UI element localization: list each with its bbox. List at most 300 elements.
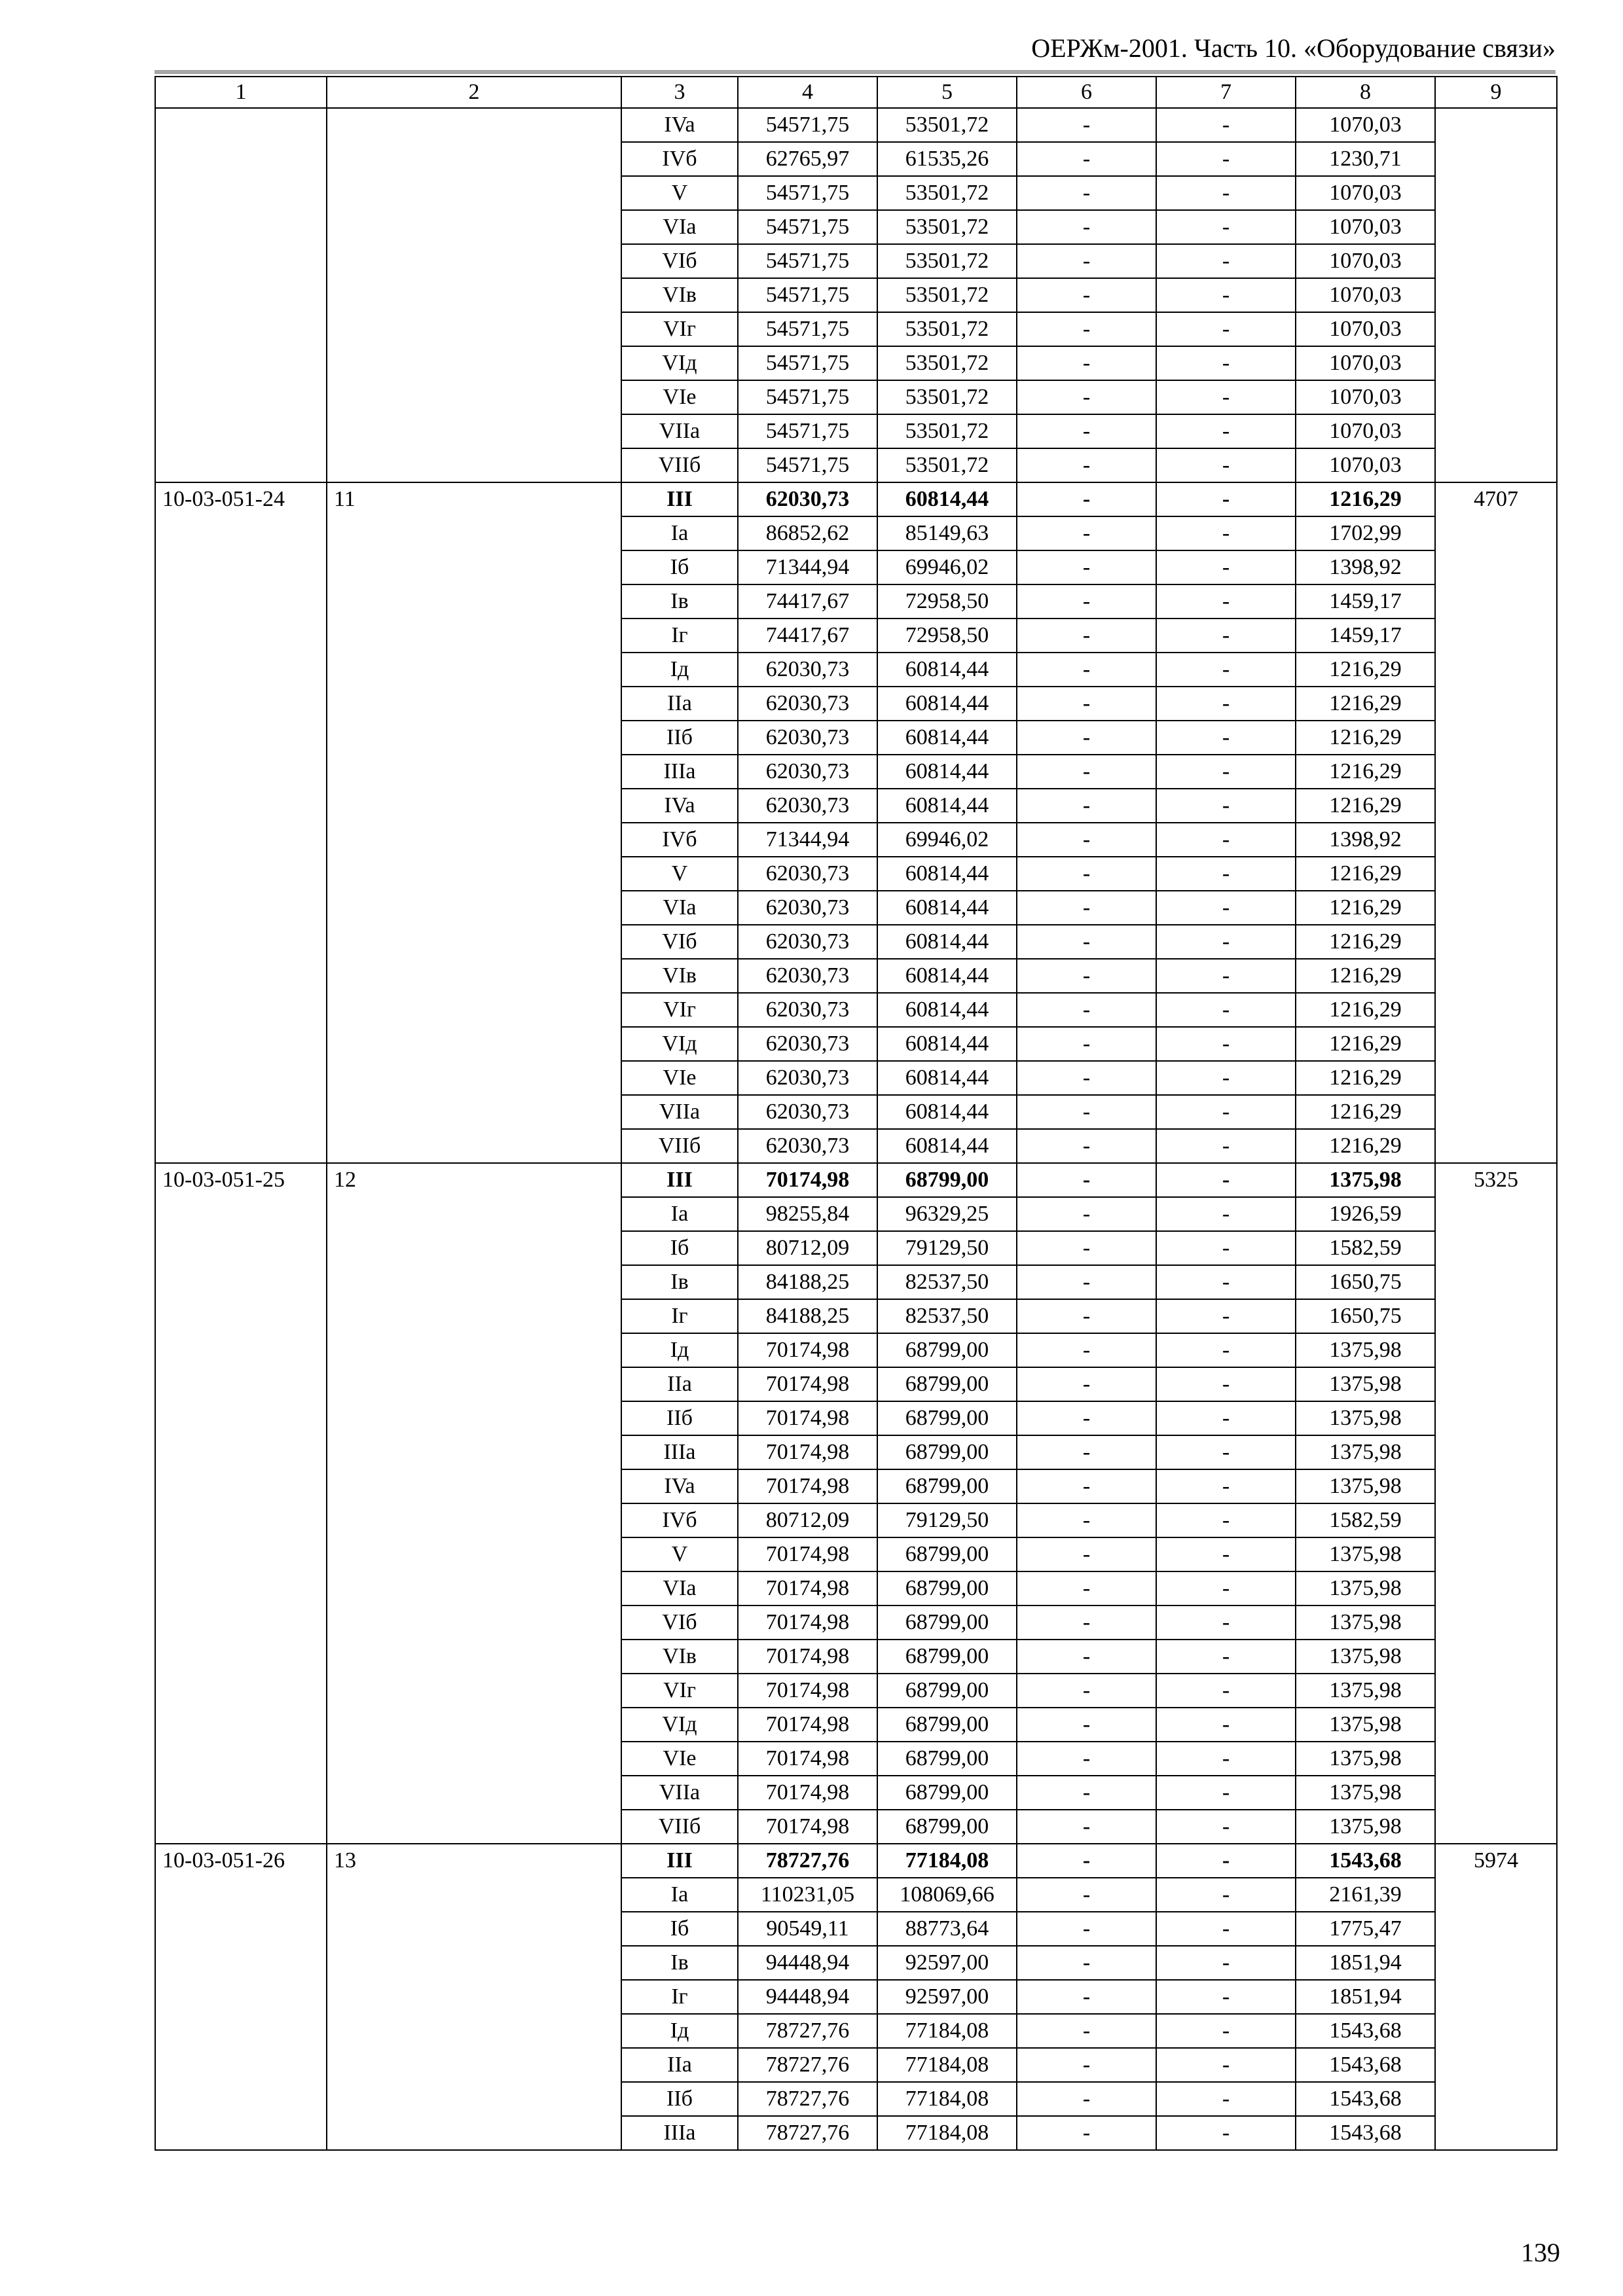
value-cell-v4: 62030,73 [738,482,877,516]
value-cell-v5: 53501,72 [877,176,1017,210]
value-cell-v7: - [1156,414,1296,448]
value-cell-v6: - [1017,1844,1156,1878]
value-cell-v7: - [1156,687,1296,721]
value-cell-v4: 70174,98 [738,1708,877,1742]
value-cell-v6: - [1017,1708,1156,1742]
value-cell-v8: 1375,98 [1296,1674,1435,1708]
value-cell-v7: - [1156,891,1296,925]
value-cell-v5: 60814,44 [877,755,1017,789]
zone-cell: IIa [621,2048,738,2082]
value-cell-v8: 1398,92 [1296,823,1435,857]
value-cell-v6: - [1017,2048,1156,2082]
value-cell-v7: - [1156,2082,1296,2116]
value-cell-v8: 1375,98 [1296,1708,1435,1742]
value-cell-v5: 53501,72 [877,108,1017,142]
zone-cell: VIе [621,1061,738,1095]
value-cell-v7: - [1156,993,1296,1027]
value-cell-v5: 60814,44 [877,993,1017,1027]
zone-cell: V [621,176,738,210]
value-cell-v8: 1650,75 [1296,1265,1435,1299]
value-cell-v8: 1375,98 [1296,1571,1435,1605]
value-cell-v5: 60814,44 [877,721,1017,755]
value-cell-v6: - [1017,1401,1156,1435]
value-cell-v8: 1851,94 [1296,1980,1435,2014]
zone-cell: VIб [621,1605,738,1640]
value-cell-v7: - [1156,619,1296,653]
value-cell-v6: - [1017,380,1156,414]
value-cell-v6: - [1017,414,1156,448]
zone-cell: IIб [621,721,738,755]
value-cell-v5: 68799,00 [877,1776,1017,1810]
value-cell-v6: - [1017,2082,1156,2116]
value-cell-v8: 1459,17 [1296,619,1435,653]
value-cell-v8: 1851,94 [1296,1946,1435,1980]
zone-cell: VIIa [621,1776,738,1810]
value-cell-v4: 90549,11 [738,1912,877,1946]
value-cell-v7: - [1156,1640,1296,1674]
value-cell-v6: - [1017,244,1156,278]
value-cell-v7: - [1156,823,1296,857]
zone-cell: VIд [621,1708,738,1742]
value-cell-v5: 96329,25 [877,1197,1017,1231]
value-cell-v6: - [1017,278,1156,312]
value-cell-v7: - [1156,1674,1296,1708]
zone-cell: IIa [621,687,738,721]
value-cell-v4: 54571,75 [738,244,877,278]
value-cell-v6: - [1017,619,1156,653]
value-cell-v5: 60814,44 [877,959,1017,993]
value-cell-v7: - [1156,1571,1296,1605]
value-cell-v7: - [1156,1367,1296,1401]
table-row [155,1163,1557,1197]
value-cell-v6: - [1017,925,1156,959]
value-cell-v8: 1582,59 [1296,1231,1435,1265]
zone-cell: Iб [621,1231,738,1265]
value-cell-v6: - [1017,1605,1156,1640]
value-cell-v5: 77184,08 [877,2116,1017,2150]
value-cell-v4: 54571,75 [738,278,877,312]
value-cell-v4: 54571,75 [738,414,877,448]
value-cell-v5: 60814,44 [877,482,1017,516]
zone-cell: VIa [621,891,738,925]
value-cell-v5: 88773,64 [877,1912,1017,1946]
value-cell-v8: 1543,68 [1296,2082,1435,2116]
value-cell-v4: 74417,67 [738,584,877,619]
value-cell-v6: - [1017,346,1156,380]
value-cell-v7: - [1156,1946,1296,1980]
value-cell-v4: 80712,09 [738,1503,877,1537]
value-cell-v4: 94448,94 [738,1946,877,1980]
value-cell-v5: 68799,00 [877,1640,1017,1674]
zone-cell: III [621,1844,738,1878]
value-cell-v4: 62030,73 [738,891,877,925]
zone-cell: Iг [621,1299,738,1333]
value-cell-v7: - [1156,1435,1296,1469]
zone-cell: IIIa [621,755,738,789]
zone-cell: VIб [621,925,738,959]
value-cell-v7: - [1156,1197,1296,1231]
value-cell-v5: 53501,72 [877,312,1017,346]
zone-cell: IVб [621,142,738,176]
zone-cell: Iв [621,584,738,619]
value-cell-v4: 70174,98 [738,1333,877,1367]
value-cell-v6: - [1017,1197,1156,1231]
value-cell-v5: 53501,72 [877,414,1017,448]
value-cell-v6: - [1017,1503,1156,1537]
value-cell-v6: - [1017,959,1156,993]
value-cell-v7: - [1156,1776,1296,1810]
value-cell-v4: 54571,75 [738,210,877,244]
value-cell-v6: - [1017,1878,1156,1912]
value-cell-v4: 70174,98 [738,1605,877,1640]
value-cell-v8: 1216,29 [1296,1061,1435,1095]
value-cell-v4: 70174,98 [738,1367,877,1401]
page-number: 139 [1521,2238,1560,2267]
value-cell-v6: - [1017,823,1156,857]
table-row [155,108,1557,142]
zone-cell: VIIб [621,448,738,482]
value-cell-v5: 82537,50 [877,1299,1017,1333]
zone-cell: VIIa [621,1095,738,1129]
value-cell-v6: - [1017,1061,1156,1095]
value-cell-v6: - [1017,1674,1156,1708]
value-cell-v5: 68799,00 [877,1742,1017,1776]
value-cell-v7: - [1156,2116,1296,2150]
value-cell-v7: - [1156,1708,1296,1742]
value-cell-v8: 1375,98 [1296,1640,1435,1674]
value-cell-v6: - [1017,210,1156,244]
value-cell-v5: 92597,00 [877,1980,1017,2014]
zone-cell: IIб [621,1401,738,1435]
value-cell-v4: 54571,75 [738,448,877,482]
value-cell-v6: - [1017,1946,1156,1980]
value-cell-v4: 78727,76 [738,2116,877,2150]
value-cell-v7: - [1156,550,1296,584]
value-cell-v7: - [1156,278,1296,312]
value-cell-v8: 1070,03 [1296,448,1435,482]
value-cell-v8: 1459,17 [1296,584,1435,619]
value-cell-v7: - [1156,925,1296,959]
value-cell-v6: - [1017,789,1156,823]
col9-cell [1435,108,1557,482]
zone-cell: VIIб [621,1129,738,1163]
zone-cell: VIIб [621,1810,738,1844]
value-cell-v4: 84188,25 [738,1265,877,1299]
value-cell-v8: 1375,98 [1296,1776,1435,1810]
value-cell-v7: - [1156,516,1296,550]
value-cell-v8: 1543,68 [1296,1844,1435,1878]
value-cell-v8: 1375,98 [1296,1367,1435,1401]
value-cell-v5: 68799,00 [877,1571,1017,1605]
name-cell: 13 [327,1844,621,2150]
zone-cell: VIб [621,244,738,278]
value-cell-v7: - [1156,1503,1296,1537]
value-cell-v5: 79129,50 [877,1231,1017,1265]
value-cell-v7: - [1156,1129,1296,1163]
value-cell-v4: 70174,98 [738,1571,877,1605]
zone-cell: IVб [621,823,738,857]
value-cell-v7: - [1156,1027,1296,1061]
value-cell-v6: - [1017,2116,1156,2150]
value-cell-v8: 1216,29 [1296,857,1435,891]
value-cell-v8: 1230,71 [1296,142,1435,176]
column-number-cell: 6 [1017,77,1156,108]
zone-cell: VIв [621,959,738,993]
value-cell-v5: 60814,44 [877,925,1017,959]
value-cell-v4: 84188,25 [738,1299,877,1333]
value-cell-v6: - [1017,482,1156,516]
value-cell-v4: 70174,98 [738,1469,877,1503]
value-cell-v7: - [1156,1878,1296,1912]
zone-cell: VIе [621,380,738,414]
column-number-row [155,77,1557,108]
value-cell-v6: - [1017,1571,1156,1605]
value-cell-v5: 68799,00 [877,1674,1017,1708]
zone-cell: Iб [621,550,738,584]
value-cell-v8: 1070,03 [1296,414,1435,448]
zone-cell: Ia [621,1197,738,1231]
value-cell-v4: 54571,75 [738,108,877,142]
value-cell-v6: - [1017,1129,1156,1163]
value-cell-v4: 54571,75 [738,346,877,380]
value-cell-v6: - [1017,1537,1156,1571]
value-cell-v7: - [1156,482,1296,516]
value-cell-v5: 72958,50 [877,584,1017,619]
zone-cell: Iг [621,619,738,653]
col9-cell: 5974 [1435,1844,1557,2150]
col9-cell: 5325 [1435,1163,1557,1844]
value-cell-v6: - [1017,176,1156,210]
value-cell-v8: 1375,98 [1296,1605,1435,1640]
value-cell-v6: - [1017,1810,1156,1844]
column-number-cell: 3 [621,77,738,108]
value-cell-v4: 70174,98 [738,1776,877,1810]
zone-cell: VIд [621,1027,738,1061]
value-cell-v5: 68799,00 [877,1708,1017,1742]
value-cell-v6: - [1017,516,1156,550]
zone-cell: IIIa [621,1435,738,1469]
zone-cell: VIIa [621,414,738,448]
value-cell-v4: 80712,09 [738,1231,877,1265]
value-cell-v7: - [1156,210,1296,244]
value-cell-v5: 79129,50 [877,1503,1017,1537]
running-header: ОЕРЖм-2001. Часть 10. «Оборудование связи» [155,34,1556,73]
value-cell-v8: 1216,29 [1296,687,1435,721]
name-cell: 11 [327,482,621,1163]
value-cell-v5: 77184,08 [877,2048,1017,2082]
value-cell-v7: - [1156,584,1296,619]
value-cell-v7: - [1156,142,1296,176]
value-cell-v6: - [1017,1742,1156,1776]
value-cell-v6: - [1017,687,1156,721]
code-cell: 10-03-051-24 [155,482,327,1163]
value-cell-v4: 70174,98 [738,1401,877,1435]
value-cell-v8: 1543,68 [1296,2116,1435,2150]
column-number-cell: 1 [155,77,327,108]
value-cell-v4: 62030,73 [738,959,877,993]
value-cell-v5: 53501,72 [877,244,1017,278]
value-cell-v6: - [1017,2014,1156,2048]
value-cell-v4: 86852,62 [738,516,877,550]
zone-cell: IVa [621,1469,738,1503]
value-cell-v4: 70174,98 [738,1163,877,1197]
value-cell-v7: - [1156,176,1296,210]
value-cell-v4: 62030,73 [738,1061,877,1095]
value-cell-v8: 1216,29 [1296,482,1435,516]
column-number-cell: 4 [738,77,877,108]
value-cell-v5: 60814,44 [877,1027,1017,1061]
value-cell-v7: - [1156,2048,1296,2082]
value-cell-v6: - [1017,1265,1156,1299]
value-cell-v5: 69946,02 [877,550,1017,584]
value-cell-v8: 1070,03 [1296,278,1435,312]
value-cell-v4: 62030,73 [738,687,877,721]
value-cell-v8: 1216,29 [1296,993,1435,1027]
zone-cell: III [621,482,738,516]
value-cell-v6: - [1017,653,1156,687]
value-cell-v4: 78727,76 [738,2082,877,2116]
value-cell-v5: 60814,44 [877,1129,1017,1163]
value-cell-v8: 1375,98 [1296,1469,1435,1503]
value-cell-v7: - [1156,1742,1296,1776]
value-cell-v5: 72958,50 [877,619,1017,653]
zone-cell: VIв [621,278,738,312]
value-cell-v5: 92597,00 [877,1946,1017,1980]
value-cell-v6: - [1017,1333,1156,1367]
value-cell-v6: - [1017,857,1156,891]
value-cell-v8: 1216,29 [1296,789,1435,823]
value-cell-v8: 1216,29 [1296,653,1435,687]
value-cell-v8: 1375,98 [1296,1401,1435,1435]
value-cell-v8: 1216,29 [1296,959,1435,993]
value-cell-v8: 1650,75 [1296,1299,1435,1333]
value-cell-v8: 1216,29 [1296,925,1435,959]
value-cell-v7: - [1156,755,1296,789]
value-cell-v7: - [1156,1844,1296,1878]
value-cell-v4: 70174,98 [738,1742,877,1776]
value-cell-v5: 53501,72 [877,448,1017,482]
value-cell-v7: - [1156,346,1296,380]
zone-cell: IVб [621,1503,738,1537]
value-cell-v8: 1070,03 [1296,346,1435,380]
column-number-cell: 5 [877,77,1017,108]
value-cell-v6: - [1017,1435,1156,1469]
value-cell-v7: - [1156,789,1296,823]
value-cell-v6: - [1017,891,1156,925]
zone-cell: Iв [621,1265,738,1299]
value-cell-v5: 68799,00 [877,1333,1017,1367]
table-row [155,482,1557,516]
value-cell-v4: 71344,94 [738,550,877,584]
value-cell-v5: 60814,44 [877,1061,1017,1095]
value-cell-v5: 69946,02 [877,823,1017,857]
value-cell-v7: - [1156,1061,1296,1095]
value-cell-v7: - [1156,1333,1296,1367]
value-cell-v8: 1375,98 [1296,1333,1435,1367]
value-cell-v4: 71344,94 [738,823,877,857]
value-cell-v4: 70174,98 [738,1810,877,1844]
value-cell-v8: 1543,68 [1296,2048,1435,2082]
value-cell-v4: 62765,97 [738,142,877,176]
value-cell-v8: 1375,98 [1296,1163,1435,1197]
value-cell-v4: 94448,94 [738,1980,877,2014]
zone-cell: VIa [621,1571,738,1605]
table-row [155,1844,1557,1878]
value-cell-v8: 1216,29 [1296,1095,1435,1129]
value-cell-v8: 1702,99 [1296,516,1435,550]
value-cell-v8: 2161,39 [1296,1878,1435,1912]
value-cell-v6: - [1017,1095,1156,1129]
value-cell-v4: 62030,73 [738,721,877,755]
value-cell-v7: - [1156,380,1296,414]
value-cell-v5: 53501,72 [877,380,1017,414]
value-cell-v8: 1582,59 [1296,1503,1435,1537]
zone-cell: VIв [621,1640,738,1674]
zone-cell: IIIa [621,2116,738,2150]
value-cell-v5: 68799,00 [877,1367,1017,1401]
value-cell-v8: 1375,98 [1296,1537,1435,1571]
value-cell-v8: 1216,29 [1296,891,1435,925]
code-cell: 10-03-051-26 [155,1844,327,2150]
zone-cell: III [621,1163,738,1197]
value-cell-v5: 53501,72 [877,346,1017,380]
value-cell-v5: 60814,44 [877,687,1017,721]
value-cell-v5: 60814,44 [877,857,1017,891]
value-cell-v4: 70174,98 [738,1435,877,1469]
value-cell-v6: - [1017,721,1156,755]
value-cell-v5: 77184,08 [877,2082,1017,2116]
value-cell-v6: - [1017,993,1156,1027]
value-cell-v7: - [1156,857,1296,891]
value-cell-v7: - [1156,1605,1296,1640]
value-cell-v4: 62030,73 [738,1129,877,1163]
value-cell-v4: 98255,84 [738,1197,877,1231]
name-cell: 12 [327,1163,621,1844]
value-cell-v4: 78727,76 [738,2014,877,2048]
value-cell-v8: 1070,03 [1296,312,1435,346]
value-cell-v6: - [1017,1367,1156,1401]
column-number-cell: 8 [1296,77,1435,108]
value-cell-v6: - [1017,448,1156,482]
value-cell-v6: - [1017,1912,1156,1946]
rates-table [155,76,1558,2151]
value-cell-v7: - [1156,1163,1296,1197]
zone-cell: IIб [621,2082,738,2116]
value-cell-v6: - [1017,584,1156,619]
name-cell [327,108,621,482]
zone-cell: V [621,857,738,891]
zone-cell: Iд [621,653,738,687]
value-cell-v4: 62030,73 [738,755,877,789]
zone-cell: Iб [621,1912,738,1946]
zone-cell: Iд [621,2014,738,2048]
value-cell-v4: 70174,98 [738,1674,877,1708]
value-cell-v5: 68799,00 [877,1435,1017,1469]
zone-cell: Ia [621,516,738,550]
value-cell-v4: 62030,73 [738,993,877,1027]
zone-cell: Iв [621,1946,738,1980]
value-cell-v5: 68799,00 [877,1537,1017,1571]
value-cell-v6: - [1017,1231,1156,1265]
value-cell-v7: - [1156,1265,1296,1299]
value-cell-v4: 62030,73 [738,1095,877,1129]
zone-cell: V [621,1537,738,1571]
value-cell-v4: 62030,73 [738,653,877,687]
column-number-cell: 7 [1156,77,1296,108]
value-cell-v5: 68799,00 [877,1469,1017,1503]
value-cell-v6: - [1017,1027,1156,1061]
col9-cell: 4707 [1435,482,1557,1163]
